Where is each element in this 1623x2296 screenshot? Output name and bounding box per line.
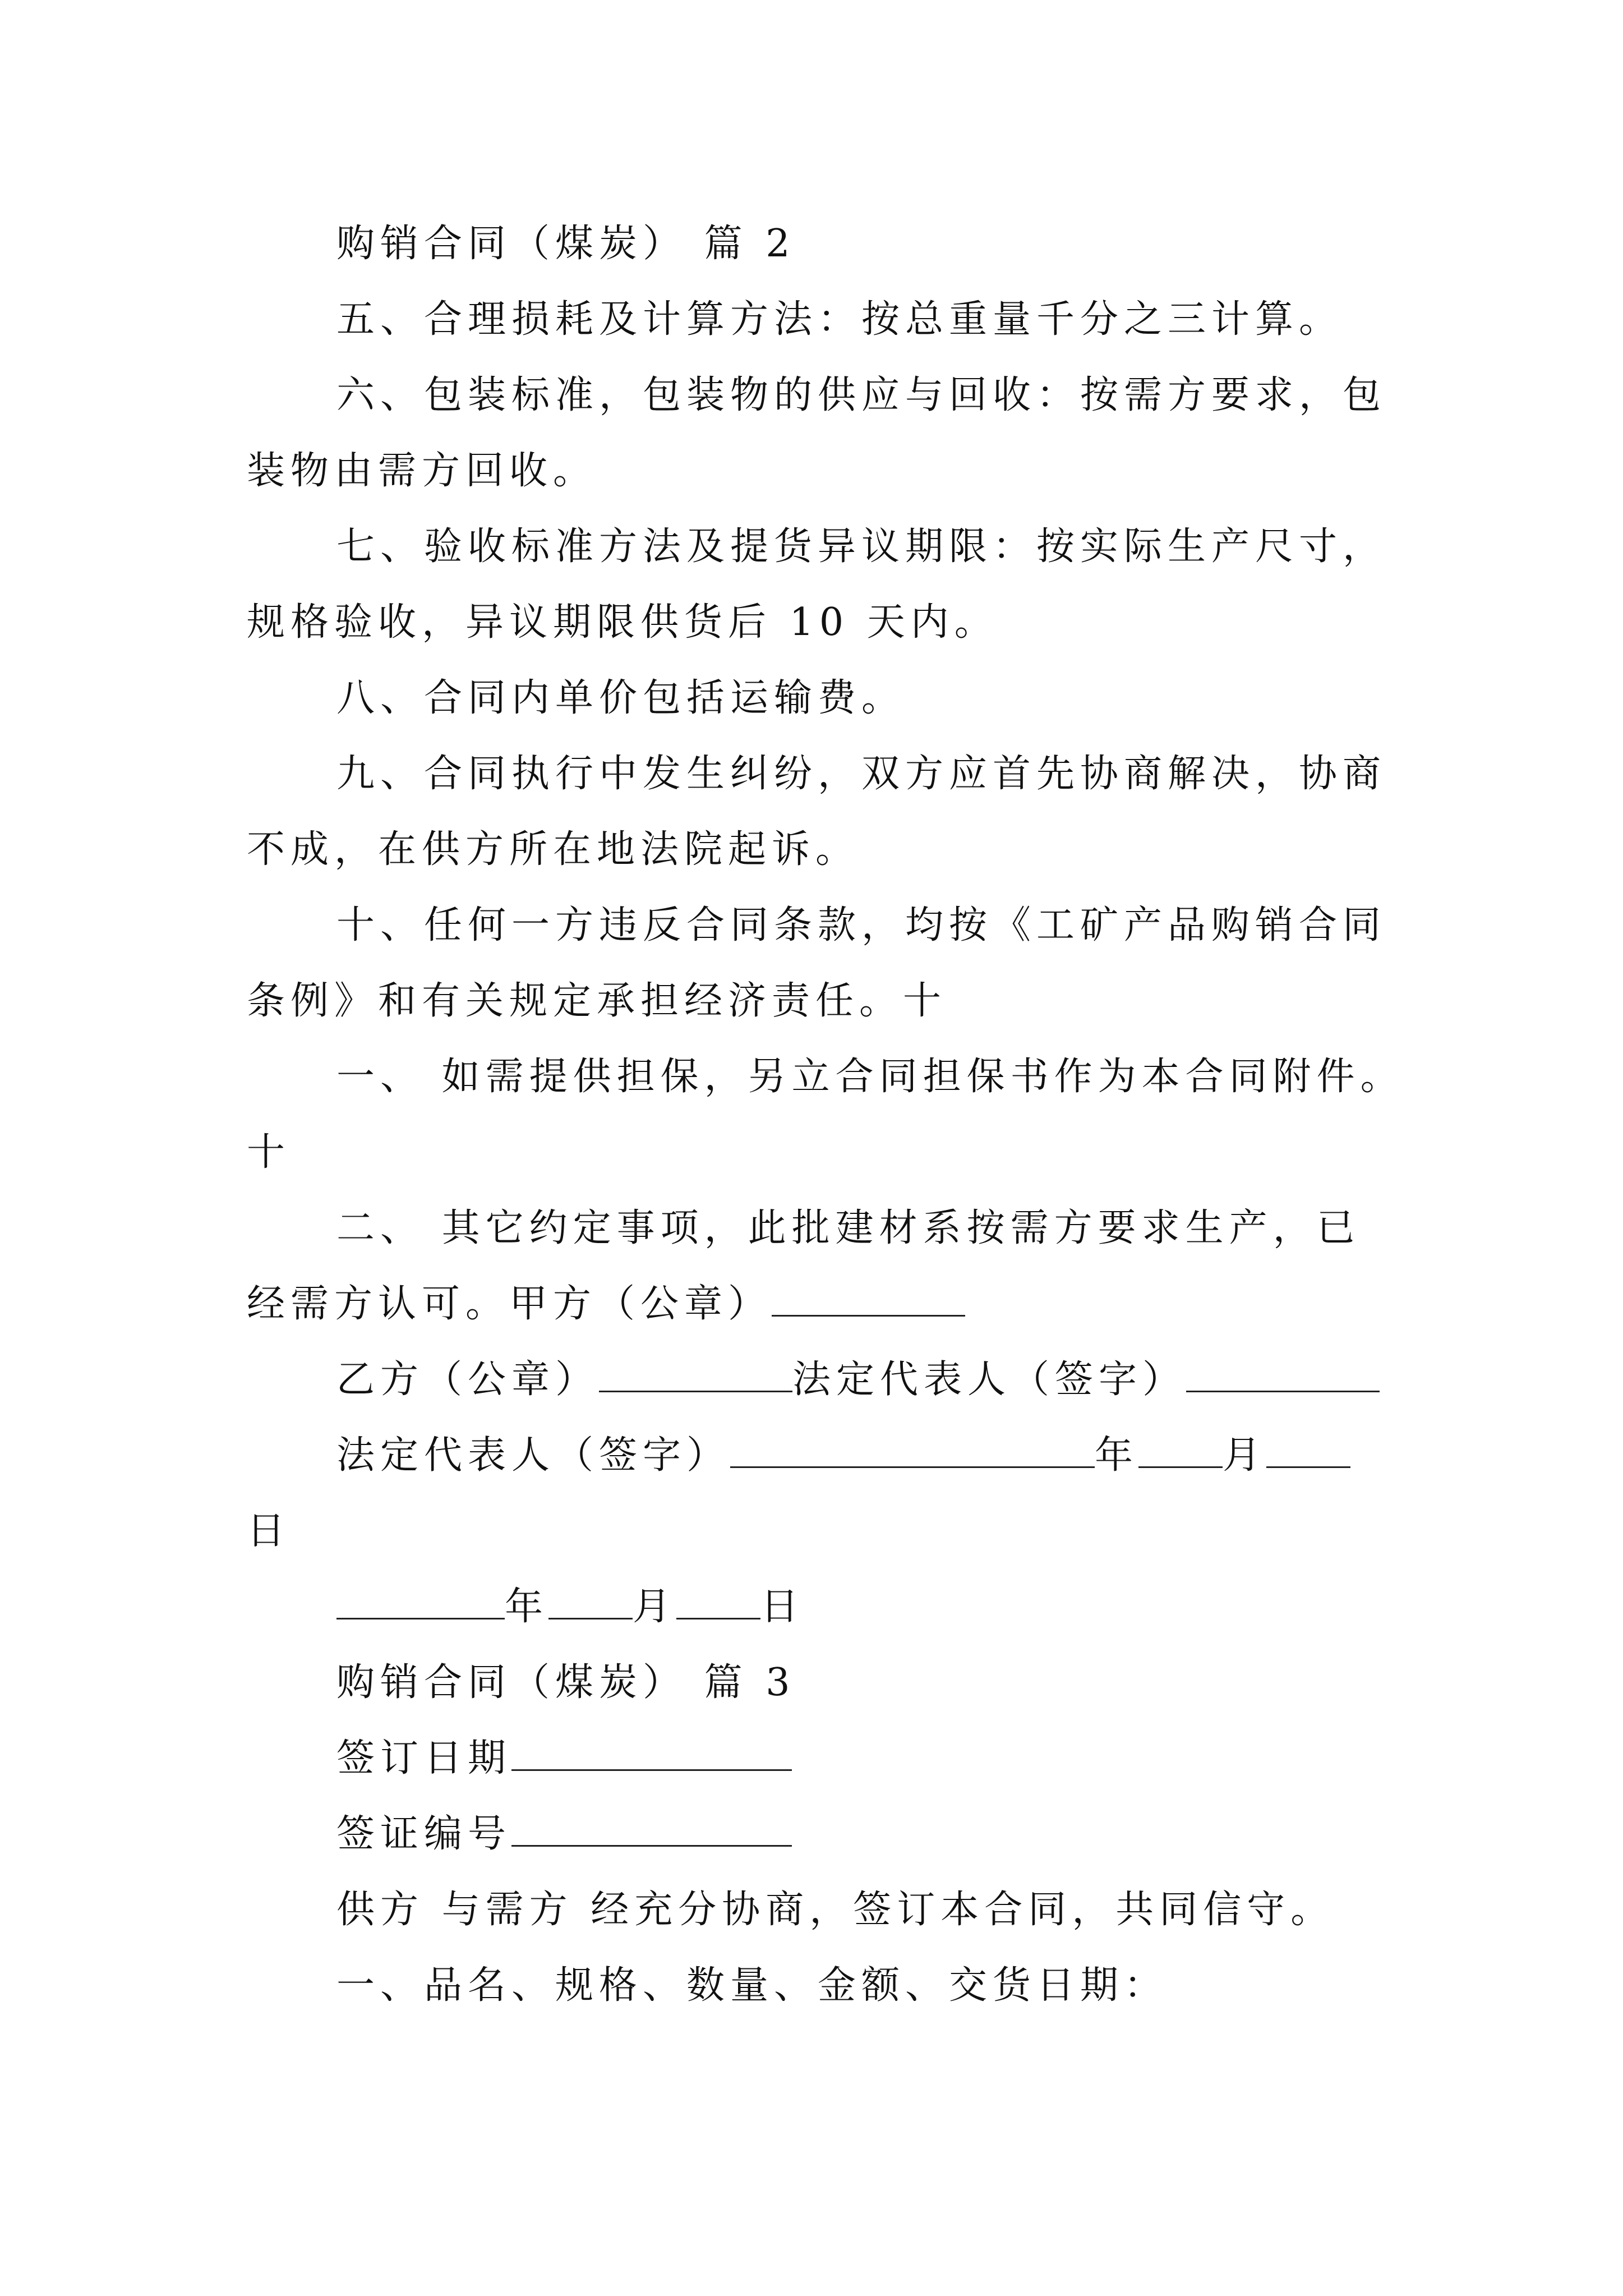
visa-number-line bbox=[336, 1806, 792, 1862]
month-blank[interactable] bbox=[1138, 1430, 1223, 1468]
section-2-heading: 购销合同（煤炭） 篇 2 bbox=[336, 222, 796, 266]
date-line bbox=[336, 1579, 804, 1635]
day-blank[interactable] bbox=[1266, 1430, 1350, 1468]
party-b-rep-label: 法定代表人（签字） bbox=[792, 1358, 1187, 1402]
clause-10-line-2: 条例》和有关规定承担经济责任。十 bbox=[247, 979, 947, 1023]
date-year-blank[interactable] bbox=[336, 1582, 505, 1619]
party-b-seal-blank[interactable] bbox=[599, 1355, 792, 1392]
month-label: 月 bbox=[1223, 1433, 1267, 1478]
clause-11-line-2: 十 bbox=[247, 1130, 291, 1175]
date-month-label: 月 bbox=[633, 1585, 677, 1629]
visa-number-label: 签证编号 bbox=[336, 1812, 512, 1856]
clause-7-line-1: 七、验收标准方法及提货异议期限：按实际生产尺寸， bbox=[336, 524, 1387, 569]
party-b-seal-label: 乙方（公章） bbox=[336, 1358, 600, 1402]
day-label-wrap: 日 bbox=[247, 1509, 291, 1553]
party-b-signature-line bbox=[336, 1352, 1380, 1408]
clause-6-line-2: 装物由需方回收。 bbox=[247, 449, 597, 493]
clause-9-line-2: 不成，在供方所在地法院起诉。 bbox=[247, 827, 860, 872]
sign-date-label: 签订日期 bbox=[336, 1736, 512, 1780]
sign-date-blank[interactable] bbox=[511, 1733, 792, 1771]
clause-11-line-1: 一、 如需提供担保，另立合同担保书作为本合同附件。 bbox=[336, 1055, 1404, 1099]
date-day-blank[interactable] bbox=[676, 1582, 760, 1619]
clause-12-line-2 bbox=[247, 1276, 965, 1332]
clause-1-items: 一、品名、规格、数量、金额、交货日期： bbox=[336, 1963, 1168, 2008]
parties-statement: 供方 与需方 经充分协商，签订本合同，共同信守。 bbox=[336, 1888, 1335, 1932]
sign-date-line bbox=[336, 1731, 792, 1787]
clause-8: 八、合同内单价包括运输费。 bbox=[336, 676, 906, 720]
party-a-rep-signature-line bbox=[336, 1428, 1350, 1484]
clause-12-line-1: 二、 其它约定事项，此批建材系按需方要求生产，已 bbox=[336, 1206, 1361, 1250]
visa-number-blank[interactable] bbox=[511, 1809, 792, 1847]
party-a-seal-blank[interactable] bbox=[772, 1279, 965, 1317]
party-b-rep-blank[interactable] bbox=[1186, 1355, 1380, 1392]
clause-7-line-2: 规格验收，异议期限供货后 10 天内。 bbox=[247, 600, 998, 645]
party-a-rep-label: 法定代表人（签字） bbox=[336, 1433, 731, 1478]
date-year-label: 年 bbox=[505, 1585, 549, 1629]
clause-6-line-1: 六、包装标准，包装物的供应与回收：按需方要求，包 bbox=[336, 373, 1387, 417]
year-label: 年 bbox=[1095, 1433, 1139, 1478]
clause-10-line-1: 十、任何一方违反合同条款，均按《工矿产品购销合同 bbox=[336, 903, 1387, 947]
clause-5: 五、合理损耗及计算方法：按总重量千分之三计算。 bbox=[336, 297, 1343, 342]
party-a-seal-label: 经需方认可。甲方（公章） bbox=[247, 1282, 772, 1326]
section-3-heading: 购销合同（煤炭） 篇 3 bbox=[336, 1660, 796, 1705]
date-day-label: 日 bbox=[760, 1585, 805, 1629]
date-month-blank[interactable] bbox=[548, 1582, 633, 1619]
party-a-rep-blank[interactable] bbox=[730, 1430, 1095, 1468]
clause-9-line-1: 九、合同执行中发生纠纷，双方应首先协商解决，协商 bbox=[336, 752, 1387, 796]
